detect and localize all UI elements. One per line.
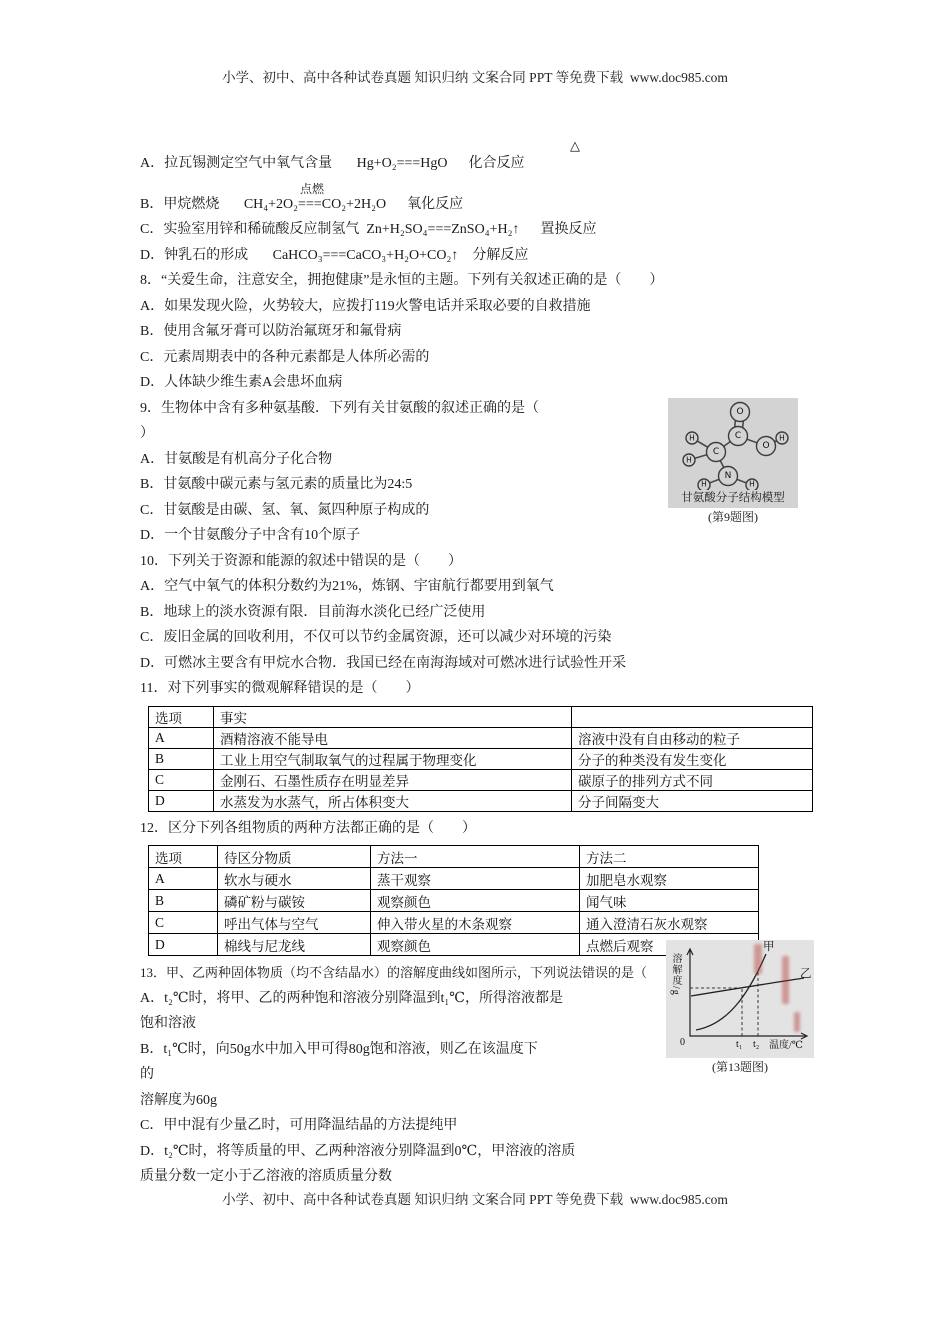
q9-option-d: D．一个甘氨酸分子中含有10个原子 — [140, 528, 361, 543]
q13-option-a: A．t₂℃时，将甲、乙的两种饱和溶液分别降温到t₁℃，所得溶液都是 — [140, 990, 563, 1006]
cell: 水蒸发为水蒸气，所占体积变大 — [214, 790, 572, 811]
q13-option-c: C．甲中混有少量乙时，可用降温结晶的方法提纯甲 — [140, 1118, 458, 1133]
q7-option-b: B．甲烷燃烧 CH₄+2O₂===CO₂+2H₂O 氧化反应 — [140, 196, 464, 212]
table-row — [149, 912, 759, 934]
cell: 呼出气体与空气 — [218, 912, 371, 934]
q9-option-b: B．甘氨酸中碳元素与氢元素的质量比为24:5 — [140, 477, 413, 492]
q13-option-d: D．t₂℃时，将等质量的甲、乙两种溶液分别降温到0℃，甲溶液的溶质 — [140, 1143, 576, 1159]
cell: 通入澄清石灰水观察 — [580, 912, 759, 934]
q8-stem: 8．“关爱生命，注意安全，拥抱健康”是永恒的主题。下列有关叙述正确的是（ ） — [140, 273, 664, 288]
reaction-condition-ignite: 点燃 — [300, 182, 325, 196]
figure-caption: 甘氨酸分子结构模型 — [668, 490, 798, 508]
q9-option-a: A．甘氨酸是有机高分子化合物 — [140, 451, 333, 467]
header-cell: 待区分物质 — [218, 846, 371, 868]
header-cell: 选项 — [149, 706, 214, 727]
x-axis-label: 温度/℃ — [769, 1040, 803, 1051]
table-row — [149, 769, 813, 790]
q13-option-b-cont2: 溶解度为60g — [140, 1092, 217, 1108]
cell: 加肥皂水观察 — [580, 868, 759, 890]
figure-tag: (第13题图) — [666, 1058, 814, 1076]
atom-label: N — [724, 471, 732, 481]
cell: 溶液中没有自由移动的粒子 — [572, 727, 813, 748]
q11-stem: 11．对下列事实的微观解释错误的是（ ） — [140, 681, 420, 696]
atom-label: O — [762, 441, 770, 451]
q7-option-d: D．钟乳石的形成 CaHCO₃===CaCO₃+H₂O+CO₂↑ 分解反应 — [140, 247, 529, 263]
origin-label: 0 — [680, 1037, 685, 1048]
table-header-row — [149, 846, 759, 868]
q10-option-d: D．可燃冰主要含有甲烷水合物．我国已经在南海海域对可燃冰进行试验性开采 — [140, 655, 627, 671]
cell: 磷矿粉与碳铵 — [218, 890, 371, 912]
q8-option-d: D．人体缺少维生素A会患坏血病 — [140, 375, 343, 390]
tick-t2: t₂ — [753, 1039, 760, 1050]
atom-hydrogen — [698, 479, 710, 490]
molecule-diagram — [668, 398, 798, 490]
cell: 点燃后观察 — [580, 934, 759, 956]
glycine-model-image — [668, 398, 798, 508]
cell: C — [149, 769, 214, 790]
q13-option-a-cont: 饱和溶液 — [140, 1016, 196, 1031]
q8-option-b: B．使用含氟牙膏可以防治氟斑牙和氟骨病 — [140, 324, 402, 339]
q7-option-a: A．拉瓦锡测定空气中氧气含量 Hg+O₂===HgO 化合反应 — [140, 156, 525, 171]
page-footer: 小学、初中、高中各种试卷真题 知识归纳 文案合同 PPT 等免费下载 www.doc985.com — [222, 1192, 728, 1207]
page-header: 小学、初中、高中各种试卷真题 知识归纳 文案合同 PPT 等免费下载 www.doc985.com — [222, 70, 728, 85]
q8-option-c: C．元素周期表中的各种元素都是人体所必需的 — [140, 349, 430, 365]
scan-bleed-artifact — [754, 944, 762, 974]
q10-option-a: A．空气中氧气的体积分数约为21%，炼钢、宇宙航行都要用到氧气 — [140, 579, 554, 594]
q8-option-a: A．如果发现火险，火势较大，应拨打119火警电话并采取必要的自救措施 — [140, 298, 591, 314]
atom-label: C — [734, 431, 742, 441]
q10-option-c: C．废旧金属的回收利用，不仅可以节约金属资源，还可以减少对环境的污染 — [140, 630, 612, 645]
table-row — [149, 727, 813, 748]
cell: 闻气味 — [580, 890, 759, 912]
q7-option-c: C．实验室用锌和稀硫酸反应制氢气 Zn+H₂SO₄===ZnSO₄+H₂↑ 置换反应 — [140, 222, 597, 237]
q13-option-b-cont: 的 — [140, 1067, 154, 1082]
cell: 碳原子的排列方式不同 — [572, 769, 813, 790]
header-cell: 事实 — [214, 706, 572, 727]
cell: 观察颜色 — [371, 890, 580, 912]
q9-stem-line1: 9．生物体中含有多种氨基酸．下列有关甘氨酸的叙述正确的是（ — [140, 400, 539, 416]
cell: 分子间隔变大 — [572, 790, 813, 811]
header-cell: 方法一 — [371, 846, 580, 868]
cell: B — [149, 890, 218, 912]
cell: 金刚石、石墨性质存在明显差异 — [214, 769, 572, 790]
header-cell — [572, 706, 813, 727]
atom-oxygen — [731, 403, 750, 422]
cell: 蒸干观察 — [371, 868, 580, 890]
y-axis-label: 溶解度/g — [670, 953, 681, 996]
cell: 工业上用空气制取氧气的过程属于物理变化 — [214, 748, 572, 769]
glycine-model-figure — [668, 398, 798, 526]
cell: 棉线与尼龙线 — [218, 934, 371, 956]
cell: 软水与硬水 — [218, 868, 371, 890]
q12-stem: 12．区分下列各组物质的两种方法都正确的是（ ） — [140, 820, 476, 836]
cell: A — [149, 868, 218, 890]
atom-label: H — [701, 479, 707, 489]
cell: C — [149, 912, 218, 934]
atom-label: O — [736, 407, 744, 417]
cell: D — [149, 934, 218, 956]
q11-table — [148, 706, 813, 812]
atom-hydrogen — [686, 432, 698, 444]
atom-carbon — [729, 427, 748, 446]
atom-label: H — [689, 433, 695, 443]
q13-stem: 13．甲、乙两种固体物质（均不含结晶水）的溶解度曲线如图所示，下列说法错误的是（ — [140, 965, 648, 980]
tick-t1: t₁ — [736, 1039, 743, 1050]
atom-label: H — [779, 433, 785, 443]
header-cell: 方法二 — [580, 846, 759, 868]
atom-nitrogen — [719, 467, 738, 486]
q10-option-b: B．地球上的淡水资源有限．目前海水淡化已经广泛使用 — [140, 604, 486, 620]
reaction-condition-delta: △ — [570, 138, 580, 153]
solubility-chart-figure — [666, 940, 814, 1076]
table-row — [149, 748, 813, 769]
solubility-chart-plot — [666, 940, 814, 1058]
scan-bleed-artifact — [794, 1012, 800, 1032]
table-row — [149, 868, 759, 890]
table-header-row — [149, 706, 813, 727]
figure-tag: (第9题图) — [668, 508, 798, 526]
atom-label: C — [712, 447, 720, 457]
q10-stem: 10．下列关于资源和能源的叙述中错误的是（ ） — [140, 553, 462, 569]
q9-option-c: C．甘氨酸是由碳、氢、氧、氮四种原子构成的 — [140, 502, 430, 518]
atom-hydrogen — [683, 454, 695, 466]
atom-label: H — [686, 455, 692, 465]
atom-label: H — [749, 479, 755, 489]
table-row — [149, 890, 759, 912]
atom-carbon — [707, 443, 726, 462]
cell: A — [149, 727, 214, 748]
cell: 伸入带火星的木条观察 — [371, 912, 580, 934]
curve-yi-label: 乙 — [800, 968, 812, 980]
cell: 酒精溶液不能导电 — [214, 727, 572, 748]
header-cell: 选项 — [149, 846, 218, 868]
atom-hydrogen — [776, 432, 788, 444]
cell: D — [149, 790, 214, 811]
q13-option-d-cont: 质量分数一定小于乙溶液的溶质质量分数 — [140, 1169, 392, 1184]
table-row — [149, 790, 813, 811]
q9-stem-line2: ） — [140, 426, 154, 441]
cell: 分子的种类没有发生变化 — [572, 748, 813, 769]
scan-bleed-artifact — [782, 956, 789, 1004]
cell: 观察颜色 — [371, 934, 580, 956]
q13-option-b: B．t₁℃时，向50g水中加入甲可得80g饱和溶液，则乙在该温度下 — [140, 1041, 538, 1057]
curve-jia-label: 甲 — [763, 941, 775, 953]
atom-hydrogen — [746, 479, 758, 490]
cell: B — [149, 748, 214, 769]
atom-oxygen — [757, 437, 776, 456]
